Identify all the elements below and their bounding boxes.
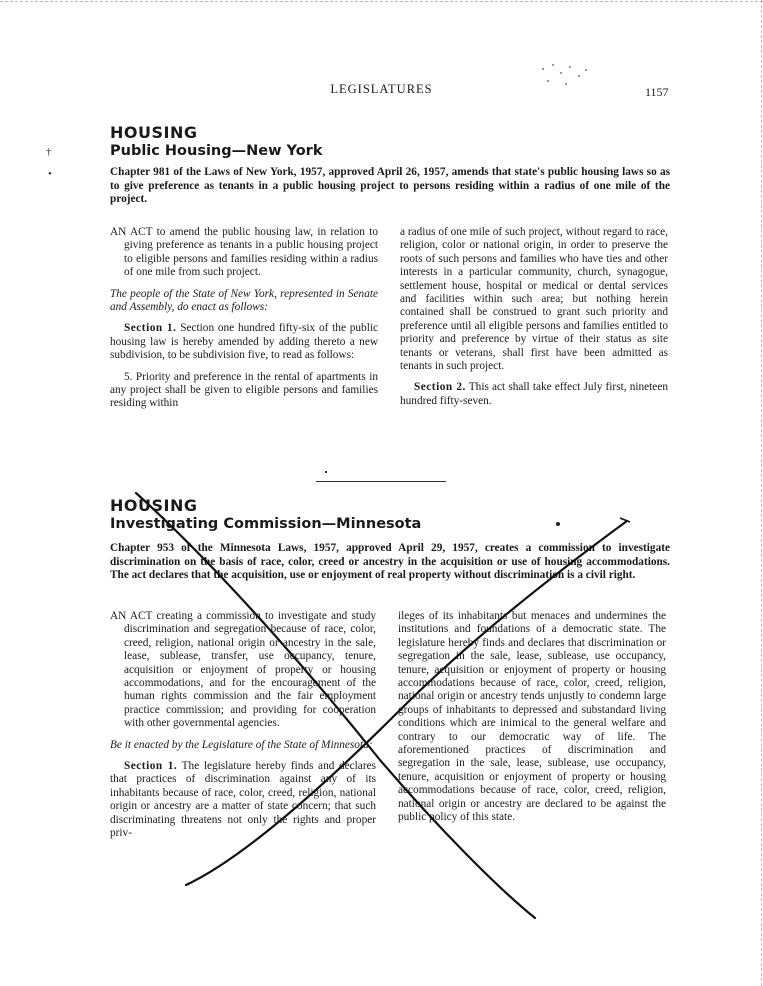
section-label: Section 1.: [124, 760, 178, 773]
left-column: [110, 226, 378, 419]
right-column: [400, 226, 668, 416]
section-summary: Chapter 981 of the Laws of New York, 1957, approved April 26, 1957, amends that state's public housing laws so as to give preference as tenants in a public housing project to persons residing within a radius of one mile of the project.: [110, 166, 670, 205]
section-text: The legislature hereby finds and declares that practices of discrimination against any of its inhabitants because of race, color, creed, religion, national origin or ancestry are a matter of state concern; that such discriminating threatens not only the rights and proper priv-: [110, 760, 376, 840]
section-text: This act shall take effect July first, nineteen hundred fifty-seven.: [400, 381, 668, 407]
divider-dot: [325, 471, 327, 473]
section-divider: [316, 481, 446, 482]
section-subtitle: Public Housing—New York: [110, 143, 323, 159]
section-summary: Chapter 953 of the Minnesota Laws, 1957, approved April 29, 1957, creates a commission to investigate discrimination on the basis of race, color, creed or ancestry in the acquisition or use of housing accommodations. The act declares that the acquisition, use or enjoyment of real property without discrimination is a civil right.: [110, 542, 670, 581]
scan-border-top: [0, 1, 763, 2]
act-title: AN ACT to amend the public housing law, in relation to giving preference as tenants in a public housing project to eligible persons and families residing within a radius of one mile from such project.: [110, 226, 378, 279]
section-label: Section 1.: [124, 322, 177, 335]
enacting-clause: Be it enacted by the Legislature of the State of Minnesota:: [110, 738, 373, 751]
section-text: Section one hundred fifty-six of: [180, 322, 329, 335]
section-text-cont: the public housing law is hereby amended by adding thereto a new subdivision, to be subdivision five, to read as follows:: [110, 322, 378, 362]
running-head: LEGISLATURES: [330, 82, 433, 96]
section-paragraph: [110, 760, 376, 840]
act-title: AN ACT creating a commission to investigate and study discrimination and segregation because of race, color, creed, religion, national origin or ancestry in the sale, lease, sublease, transfer, use occupancy, tenure, acquisition or enjoyment of property or housing accommodations, and for the encouragement of the human rights commission and the fair employment practice commission; and providing for cooperation with other governmental agencies.: [110, 610, 376, 730]
section-paragraph: [400, 381, 668, 408]
ink-dot: [556, 522, 560, 526]
margin-mark: •: [48, 168, 52, 180]
section-title: HOUSING: [110, 496, 198, 515]
continued-paragraph: ileges of its inhabitants but menaces and undermines the institutions and foundations of a democratic state. The legislature hereby finds and declares that discrimination or segregation in the sale, lease, sublease, use occupancy, tenure, acquisition or enjoyment of property or housing accommodations because of race, color, creed, religion, national origin or ancestry tends unjustly to condemn large groups of inhabitants to depressed and substandard living conditions which are inimical to the general welfare and contrary to our democratic way of life. The aforementioned practices of discrimination and segregation in the sale, lease, sublease, use occupancy, tenure, acquisition or enjoyment of property or housing accommodations because of race, color, creed, religion, national origin or ancestry are declared to be against the public policy of this state.: [398, 610, 666, 824]
section-label: Section 2.: [414, 381, 466, 394]
subdivision-paragraph: 5. Priority and preference in the rental of apartments in any project shall be given to eligible persons and families residing within: [110, 370, 378, 410]
page-number: 1157: [645, 85, 669, 99]
right-column: [398, 610, 666, 833]
section-paragraph: [110, 322, 378, 362]
section-subtitle: Investigating Commission—Minnesota: [110, 516, 422, 532]
enacting-clause: The people of the State of New York, represented in Senate and Assembly, do enact as follows:: [110, 287, 378, 314]
section-title: HOUSING: [110, 123, 198, 142]
continued-paragraph: a radius of one mile of such project, without regard to race, religion, color or national origin, in order to preserve the roots of such persons and families who have ties and other interests in a particular community, church, synagogue, settlement house, hospital or medical or dental services and facilities within such area; but nothing herein contained shall be construed to grant such priority and preference until all eligible persons and families entitled to priority and preference by virtue of their status as site tenants or veterans, shall first have been admitted as tenants in such project.: [400, 226, 668, 373]
left-column: [110, 610, 376, 849]
scan-border-right: [761, 0, 762, 986]
margin-mark: †: [46, 146, 52, 158]
